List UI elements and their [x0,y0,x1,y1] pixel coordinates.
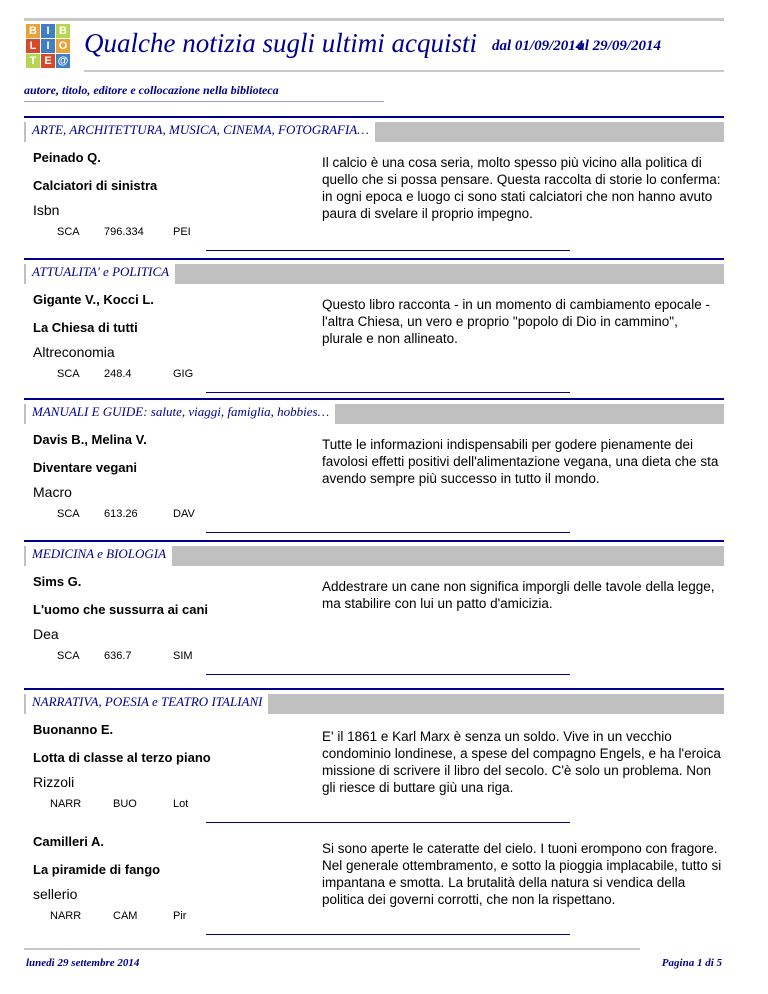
logo-letter: O [56,39,70,53]
section-title: ARTE, ARCHITETTURA, MUSICA, CINEMA, FOTOGRAFIA… [26,122,375,142]
entry-author: Peinado Q. [33,150,101,165]
shelf-mark: 796.334 [104,226,144,238]
shelf-mark: SCA [57,508,80,520]
footer-rule [24,948,640,950]
entry-author: Sims G. [33,574,82,589]
entry-publisher: Rizzoli [33,774,75,790]
shelf-mark: 636.7 [104,650,132,662]
footer-date: lunedì 29 settembre 2014 [26,957,140,969]
entry-description: Il calcio è una cosa seria, molto spesso più vicino alla politica di quello che si possa pensare. Questa raccolta di storie lo conferma: in ogni epoca e luogo ci sono stati calciatori che non hanno avuto paura di svelare il proprio impegno. [322,155,721,221]
top-rule [24,18,724,21]
library-logo [26,24,70,68]
entry-description: Questo libro racconta - in un momento di cambiamento epocale - l'altra Chiesa, un vero e proprio "popolo di Dio in cammino", plurale e non allineato. [322,297,710,346]
date-range [492,38,661,55]
entry-title: Calciatori di sinistra [33,178,158,193]
entry-description: E' il 1861 e Karl Marx è senza un soldo. Vive in un vecchio condominio londinese, a spese del compagno Engels, e ha l'eroica missione di scrivere il libro del secolo. C'è solo un problema. Non gli riesce di buttare giù una riga. [322,729,721,795]
section-title: MANUALI E GUIDE: salute, viaggi, famiglia, hobbies… [26,404,335,424]
entry-author: Buonanno E. [33,722,114,737]
shelf-mark: Lot [173,798,189,810]
section-header [24,694,724,714]
shelf-mark: NARR [50,798,82,810]
section-header [24,122,724,142]
entry-publisher: sellerio [33,886,78,902]
shelf-mark: 613.26 [104,508,138,520]
shelf-mark: SCA [57,650,80,662]
section-rule [24,116,724,118]
page-title: Qualche notizia sugli ultimi acquisti [84,28,477,58]
entry-separator [206,934,570,935]
logo-letter: B [56,24,70,38]
shelf-mark: DAV [173,508,195,520]
date-to: al 29/09/2014 [577,38,662,54]
logo-letter: E [41,54,55,68]
shelf-mark: NARR [50,910,82,922]
entry-author: Gigante V., Kocci L. [33,292,154,307]
logo-letter: B [26,24,40,38]
shelf-mark: BUO [113,798,137,810]
shelf-mark: Pir [173,910,187,922]
entry-title: La piramide di fango [33,862,161,877]
logo-letter: @ [57,55,69,67]
date-from: dal 01/09/2014 [492,38,584,54]
entry-description: Addestrare un cane non significa imporgli delle tavole della legge, ma stabilire con lui un patto d'amicizia. [322,579,715,611]
shelf-mark: GIG [173,368,194,380]
section-rule [24,688,724,690]
entry-separator [206,532,570,533]
section-rule [24,540,724,542]
shelf-mark: SCA [57,226,80,238]
logo-letter: L [26,39,40,53]
section-title: MEDICINA e BIOLOGIA [26,546,172,566]
subtitle: autore, titolo, editore e collocazione nella biblioteca [24,83,279,97]
entry-title: Lotta di classe al terzo piano [33,750,211,765]
shelf-mark: SIM [173,650,193,662]
section-rule [24,258,724,260]
entry-publisher: Altreconomia [33,344,115,360]
shelf-mark: PEI [173,226,191,238]
entry-title: Diventare vegani [33,460,138,475]
section-title: ATTUALITA' e POLITICA [26,264,175,284]
entry-title: L'uomo che sussurra ai cani [33,602,209,617]
section-rule [24,398,724,400]
entry-publisher: Isbn [33,202,60,218]
entry-separator [206,250,570,251]
shelf-mark: SCA [57,368,80,380]
logo-letter: I [41,24,55,38]
section-header [24,404,724,424]
logo-letter: T [26,54,40,68]
entry-separator [206,674,570,675]
section-header [24,264,724,284]
entry-separator [206,392,570,393]
section-title: NARRATIVA, POESIA e TEATRO ITALIANI [26,694,268,714]
entry-publisher: Macro [33,484,72,500]
section-header [24,546,724,566]
shelf-mark: 248.4 [104,368,132,380]
footer-page-number: Pagina 1 di 5 [661,957,722,969]
entry-separator [206,822,570,823]
entry-author: Davis B., Melina V. [33,432,147,447]
header-rule [84,70,724,72]
shelf-mark: CAM [113,910,138,922]
entry-description: Tutte le informazioni indispensabili per godere pienamente dei favolosi effetti positivi dell'alimentazione vegana, una dieta che sta avendo sempre più successo in tutto il mondo. [322,437,719,486]
subtitle-rule [24,101,384,102]
logo-letter: I [41,39,55,53]
entry-author: Camilleri A. [33,834,105,849]
entry-title: La Chiesa di tutti [33,320,138,335]
entry-description: Si sono aperte le cateratte del cielo. I tuoni erompono con fragore. Nel generale ottembramento, e sotto la pioggia implacabile, tutto si impantana e smotta. La brutalità della natura si vendica della politica dei governi corrotti, che non la rispettano. [322,841,722,907]
entry-publisher: Dea [33,626,59,642]
